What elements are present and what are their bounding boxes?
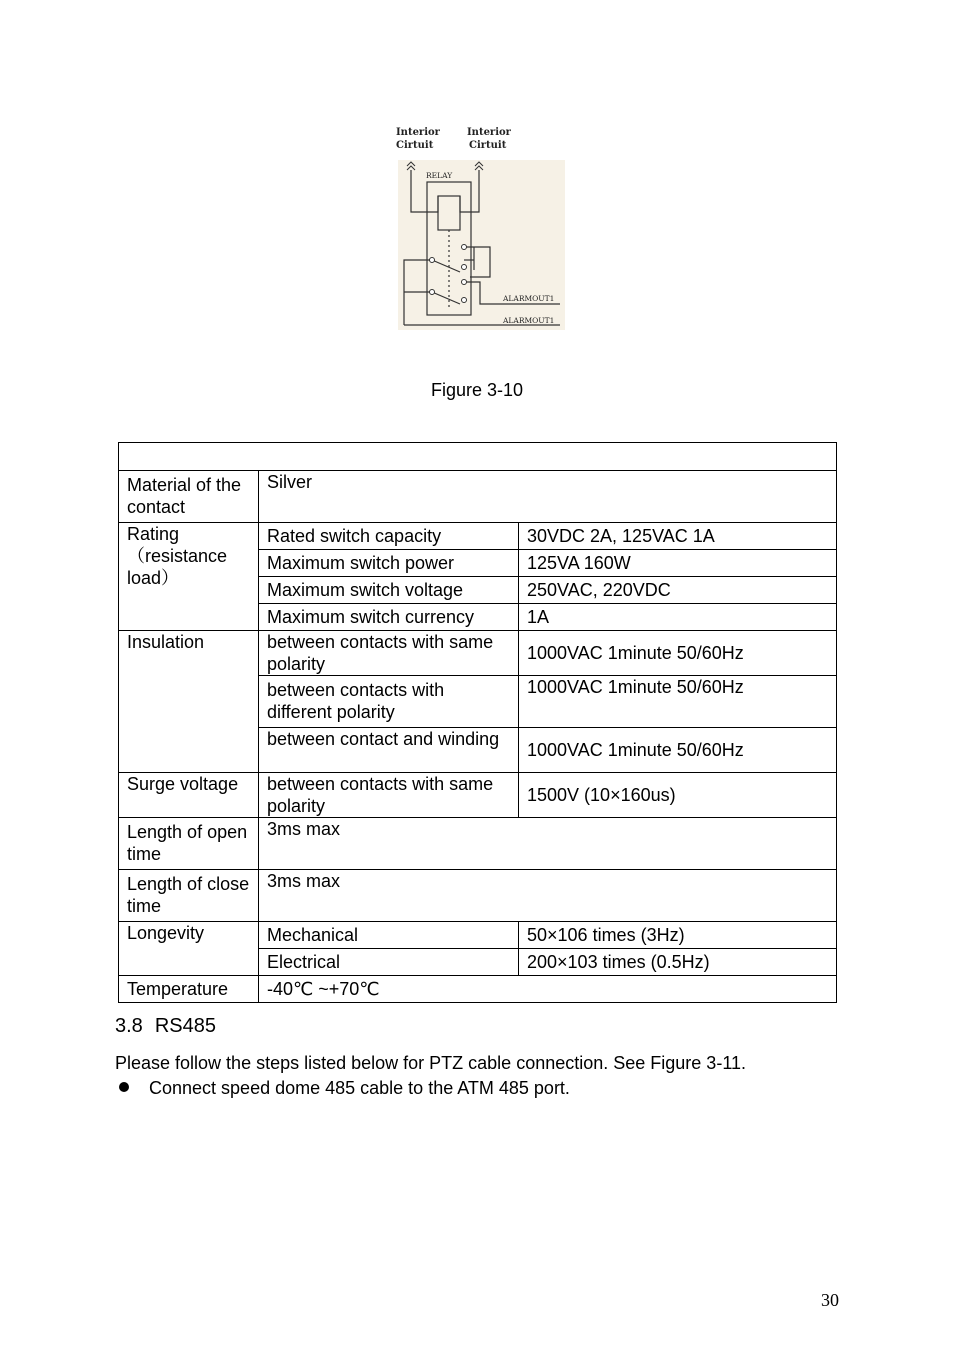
insulation-item: between contacts with different polarity bbox=[259, 676, 519, 728]
rating-item: Maximum switch currency bbox=[259, 604, 519, 631]
longevity-label: Longevity bbox=[119, 922, 259, 976]
table-row bbox=[119, 976, 837, 1003]
bullet-text: Connect speed dome 485 cable to the ATM 485 port. bbox=[149, 1078, 570, 1098]
open-time-value: 3ms max bbox=[259, 818, 837, 870]
section-number: 3.8 bbox=[115, 1015, 143, 1037]
table-row bbox=[119, 471, 837, 523]
longevity-value: 50×106 times (3Hz) bbox=[519, 922, 837, 949]
insulation-value: 1000VAC 1minute 50/60Hz bbox=[519, 676, 837, 728]
rating-value: 1A bbox=[519, 604, 837, 631]
rating-value: 250VAC, 220VDC bbox=[519, 577, 837, 604]
relay-label: RELAY bbox=[426, 171, 453, 180]
rating-label: Rating （resistance load） bbox=[119, 523, 259, 631]
temperature-value: -40℃ ~+70℃ bbox=[259, 976, 837, 1003]
longevity-item: Mechanical bbox=[259, 922, 519, 949]
table-header-row bbox=[119, 443, 837, 471]
list-item bbox=[115, 1078, 570, 1099]
rating-value: 30VDC 2A, 125VAC 1A bbox=[519, 523, 837, 550]
table-row bbox=[119, 523, 837, 550]
rating-item: Maximum switch voltage bbox=[259, 577, 519, 604]
surge-label: Surge voltage bbox=[119, 773, 259, 818]
page-number: 30 bbox=[821, 1290, 839, 1310]
bullet-icon bbox=[119, 1082, 129, 1092]
material-value: Silver bbox=[259, 471, 837, 523]
label-circuit-left: Cirtuit bbox=[396, 140, 434, 151]
alarmout-label-2: ALARMOUT1 bbox=[503, 316, 555, 325]
section-title: RS485 bbox=[154, 1015, 216, 1037]
surge-value: 1500V (10×160us) bbox=[519, 773, 837, 818]
alarmout-label-1: ALARMOUT1 bbox=[503, 294, 555, 303]
relay-diagram bbox=[390, 120, 570, 335]
longevity-value: 200×103 times (0.5Hz) bbox=[519, 949, 837, 976]
table-row bbox=[119, 870, 837, 922]
table-header-cell bbox=[119, 443, 837, 471]
close-time-label: Length of close time bbox=[119, 870, 259, 922]
surge-item: between contacts with same polarity bbox=[259, 773, 519, 818]
insulation-value: 1000VAC 1minute 50/60Hz bbox=[519, 631, 837, 676]
insulation-label: Insulation bbox=[119, 631, 259, 773]
table-row bbox=[119, 922, 837, 949]
close-time-value: 3ms max bbox=[259, 870, 837, 922]
rating-item: Maximum switch power bbox=[259, 550, 519, 577]
material-label: Material of the contact bbox=[119, 471, 259, 523]
figure-caption: Figure 3-10 bbox=[430, 380, 524, 400]
temperature-label: Temperature bbox=[119, 976, 259, 1003]
label-circuit-right: Cirtuit bbox=[469, 140, 507, 151]
relay-spec-table bbox=[118, 442, 837, 1003]
body-paragraph: Please follow the steps listed below for PTZ cable connection. See Figure 3-11. bbox=[115, 1053, 747, 1073]
rating-item: Rated switch capacity bbox=[259, 523, 519, 550]
longevity-item: Electrical bbox=[259, 949, 519, 976]
section-heading bbox=[115, 1015, 216, 1038]
table-row bbox=[119, 818, 837, 870]
table-row bbox=[119, 631, 837, 676]
label-interior-right: Interior bbox=[467, 127, 511, 138]
label-interior-left: Interior bbox=[396, 127, 440, 138]
rating-value: 125VA 160W bbox=[519, 550, 837, 577]
open-time-label: Length of open time bbox=[119, 818, 259, 870]
table-row bbox=[119, 773, 837, 818]
relay-circuit-figure bbox=[390, 120, 570, 335]
insulation-item: between contacts with same polarity bbox=[259, 631, 519, 676]
insulation-item: between contact and winding bbox=[259, 728, 519, 773]
insulation-value: 1000VAC 1minute 50/60Hz bbox=[519, 728, 837, 773]
